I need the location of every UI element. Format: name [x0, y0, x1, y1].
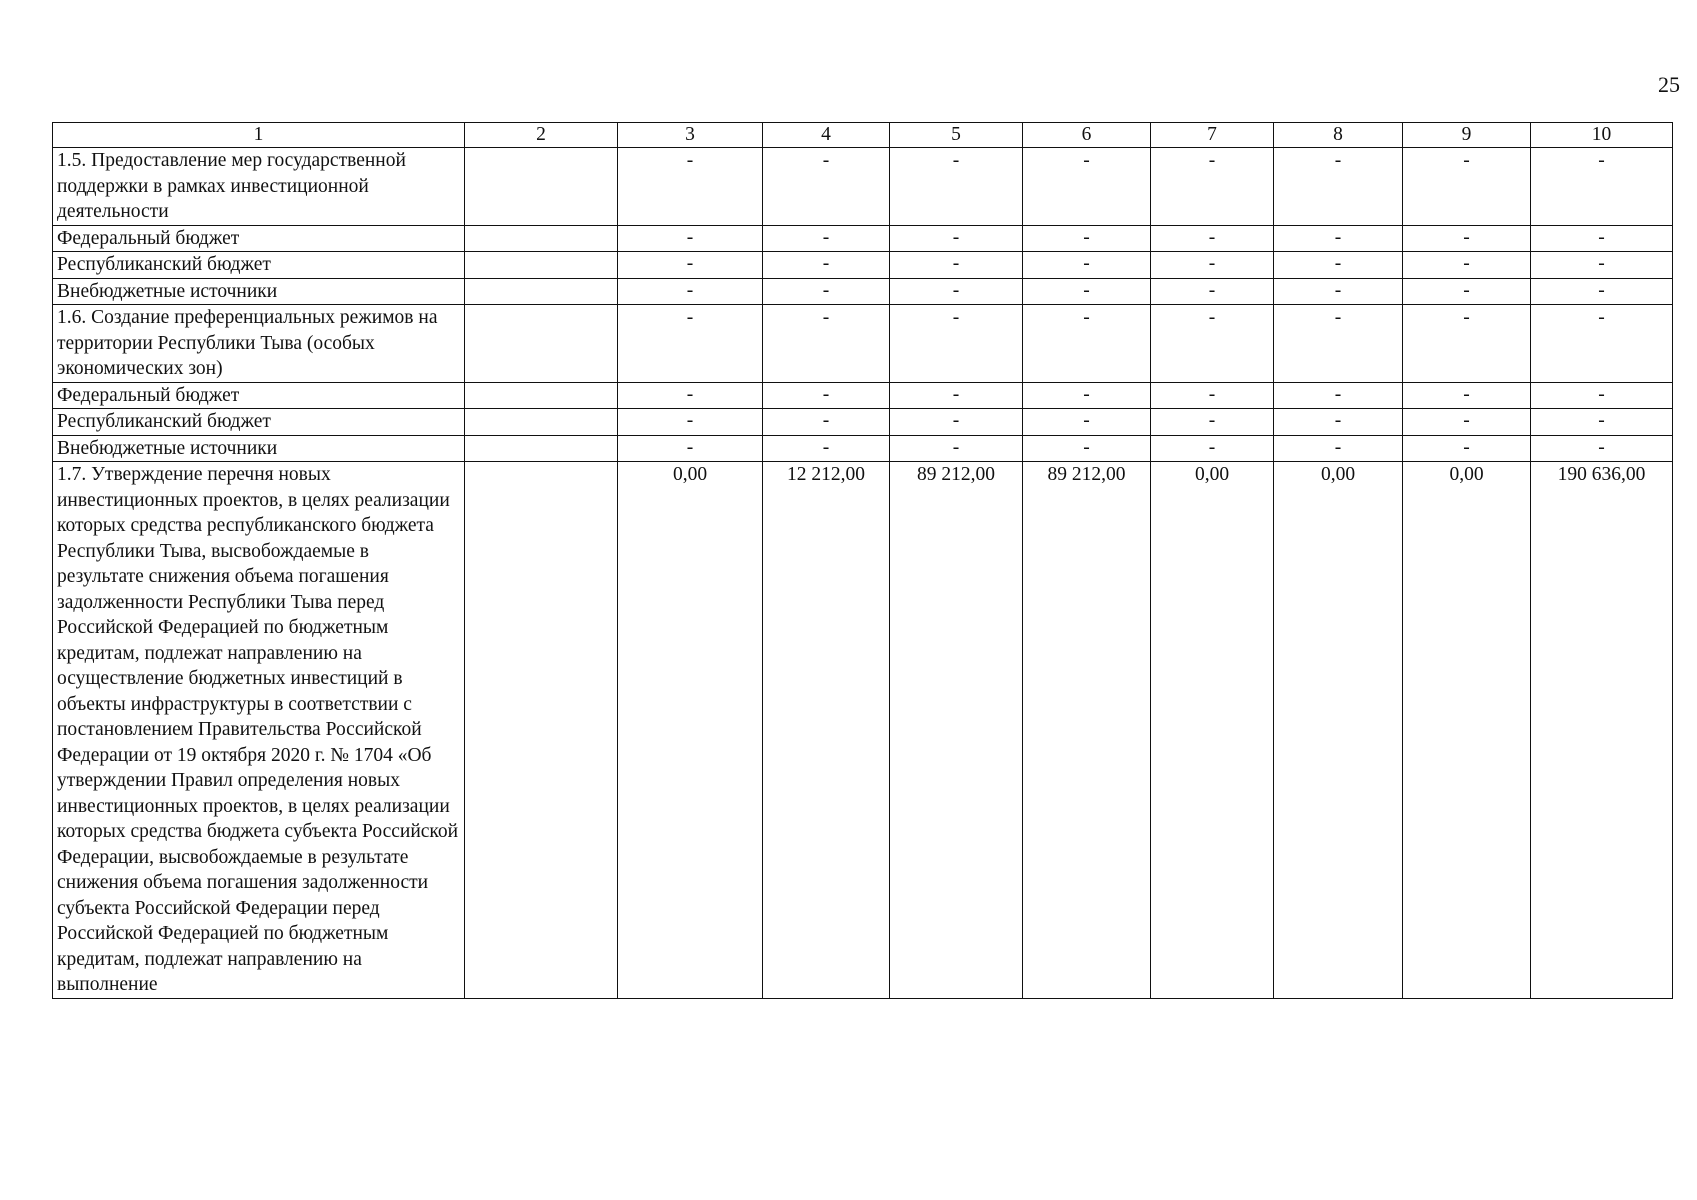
value-cell: -: [890, 305, 1023, 383]
value-cell: -: [1274, 435, 1403, 462]
value-cell: -: [1151, 382, 1274, 409]
value-cell: [465, 305, 618, 383]
table-row: [53, 435, 1673, 462]
value-cell: -: [1274, 252, 1403, 279]
value-cell: -: [1531, 382, 1673, 409]
value-cell: -: [763, 252, 890, 279]
value-cell: -: [890, 278, 1023, 305]
value-cell: -: [1274, 278, 1403, 305]
value-cell: -: [1403, 305, 1531, 383]
value-cell: -: [618, 382, 763, 409]
value-cell: -: [1023, 148, 1151, 226]
value-cell: -: [1151, 278, 1274, 305]
column-header-1: 1: [53, 123, 465, 148]
value-cell: -: [1274, 409, 1403, 436]
value-cell: -: [1151, 409, 1274, 436]
value-cell: -: [1151, 305, 1274, 383]
column-header-2: 2: [465, 123, 618, 148]
table-row: [53, 409, 1673, 436]
value-cell: -: [763, 409, 890, 436]
budget-table: [52, 122, 1673, 999]
value-cell: -: [1531, 409, 1673, 436]
value-cell: [465, 278, 618, 305]
value-cell: -: [763, 382, 890, 409]
column-header-10: 10: [1531, 123, 1673, 148]
value-cell: [465, 409, 618, 436]
value-cell: [465, 148, 618, 226]
value-cell: -: [1531, 278, 1673, 305]
table-row: [53, 252, 1673, 279]
value-cell: -: [1531, 305, 1673, 383]
column-header-3: 3: [618, 123, 763, 148]
column-header-4: 4: [763, 123, 890, 148]
value-cell: -: [1274, 148, 1403, 226]
value-cell: -: [1023, 435, 1151, 462]
value-cell: -: [1274, 225, 1403, 252]
row-name-cell: Республиканский бюджет: [53, 252, 465, 279]
value-cell: -: [1531, 148, 1673, 226]
column-header-9: 9: [1403, 123, 1531, 148]
value-cell: -: [618, 278, 763, 305]
value-cell: -: [890, 435, 1023, 462]
value-cell: -: [890, 382, 1023, 409]
value-cell: -: [763, 148, 890, 226]
value-cell: -: [618, 409, 763, 436]
value-cell: -: [763, 435, 890, 462]
value-cell: -: [1274, 382, 1403, 409]
value-cell: -: [1403, 278, 1531, 305]
value-cell: 89 212,00: [1023, 462, 1151, 999]
value-cell: -: [763, 225, 890, 252]
table-row: [53, 225, 1673, 252]
row-name-cell: Республиканский бюджет: [53, 409, 465, 436]
value-cell: 12 212,00: [763, 462, 890, 999]
column-header-7: 7: [1151, 123, 1274, 148]
value-cell: -: [1023, 305, 1151, 383]
value-cell: -: [890, 252, 1023, 279]
value-cell: -: [890, 225, 1023, 252]
row-name-cell: 1.6. Создание преференциальных режимов на территории Республики Тыва (особых экономических зон): [53, 305, 465, 383]
value-cell: -: [1151, 225, 1274, 252]
table-row: [53, 278, 1673, 305]
column-header-8: 8: [1274, 123, 1403, 148]
value-cell: 0,00: [1403, 462, 1531, 999]
value-cell: -: [1023, 225, 1151, 252]
value-cell: 0,00: [1151, 462, 1274, 999]
value-cell: -: [1151, 252, 1274, 279]
header-row: [53, 123, 1673, 148]
row-name-cell: 1.7. Утверждение перечня новых инвестиционных проектов, в целях реализации которых средства республиканского бюджета Республики Тыва, высвобождаемые в результате снижения объема погашения задолженности Республики Тыва перед Российской Федерацией по бюджетным кредитам, подлежат направлению на осуществление бюджетных инвестиций в объекты инфраструктуры в соответствии с постановлением Правительства Российской Федерации от 19 октября 2020 г. № 1704 «Об утверждении Правил определения новых инвестиционных проектов, в целях реализации которых средства бюджета субъекта Российской Федерации, высвобождаемые в результате снижения объема погашения задолженности субъекта Российской Федерации перед Российской Федерацией по бюджетным кредитам, подлежат направлению на выполнение: [53, 462, 465, 999]
value-cell: -: [1403, 225, 1531, 252]
value-cell: 0,00: [618, 462, 763, 999]
value-cell: -: [1274, 305, 1403, 383]
value-cell: 89 212,00: [890, 462, 1023, 999]
table-row: [53, 462, 1673, 999]
value-cell: -: [1403, 435, 1531, 462]
value-cell: -: [1403, 148, 1531, 226]
value-cell: 0,00: [1274, 462, 1403, 999]
value-cell: -: [890, 409, 1023, 436]
column-header-6: 6: [1023, 123, 1151, 148]
value-cell: [465, 225, 618, 252]
value-cell: -: [890, 148, 1023, 226]
page-number: 25: [1658, 72, 1680, 97]
value-cell: -: [1023, 409, 1151, 436]
row-name-cell: Федеральный бюджет: [53, 382, 465, 409]
value-cell: -: [618, 305, 763, 383]
value-cell: -: [1531, 435, 1673, 462]
value-cell: -: [1403, 409, 1531, 436]
value-cell: -: [1151, 148, 1274, 226]
value-cell: -: [618, 435, 763, 462]
value-cell: [465, 382, 618, 409]
value-cell: -: [1403, 382, 1531, 409]
value-cell: -: [1531, 225, 1673, 252]
value-cell: -: [618, 148, 763, 226]
value-cell: -: [1023, 252, 1151, 279]
value-cell: -: [1531, 252, 1673, 279]
value-cell: [465, 462, 618, 999]
table-row: [53, 382, 1673, 409]
value-cell: -: [1403, 252, 1531, 279]
value-cell: [465, 435, 618, 462]
value-cell: -: [618, 225, 763, 252]
value-cell: 190 636,00: [1531, 462, 1673, 999]
table-row: [53, 148, 1673, 226]
value-cell: -: [1023, 278, 1151, 305]
value-cell: -: [1023, 382, 1151, 409]
column-header-5: 5: [890, 123, 1023, 148]
value-cell: -: [618, 252, 763, 279]
row-name-cell: Федеральный бюджет: [53, 225, 465, 252]
value-cell: -: [1151, 435, 1274, 462]
row-name-cell: Внебюджетные источники: [53, 278, 465, 305]
row-name-cell: 1.5. Предоставление мер государственной поддержки в рамках инвестиционной деятельности: [53, 148, 465, 226]
value-cell: -: [763, 305, 890, 383]
value-cell: -: [763, 278, 890, 305]
value-cell: [465, 252, 618, 279]
table-row: [53, 305, 1673, 383]
row-name-cell: Внебюджетные источники: [53, 435, 465, 462]
